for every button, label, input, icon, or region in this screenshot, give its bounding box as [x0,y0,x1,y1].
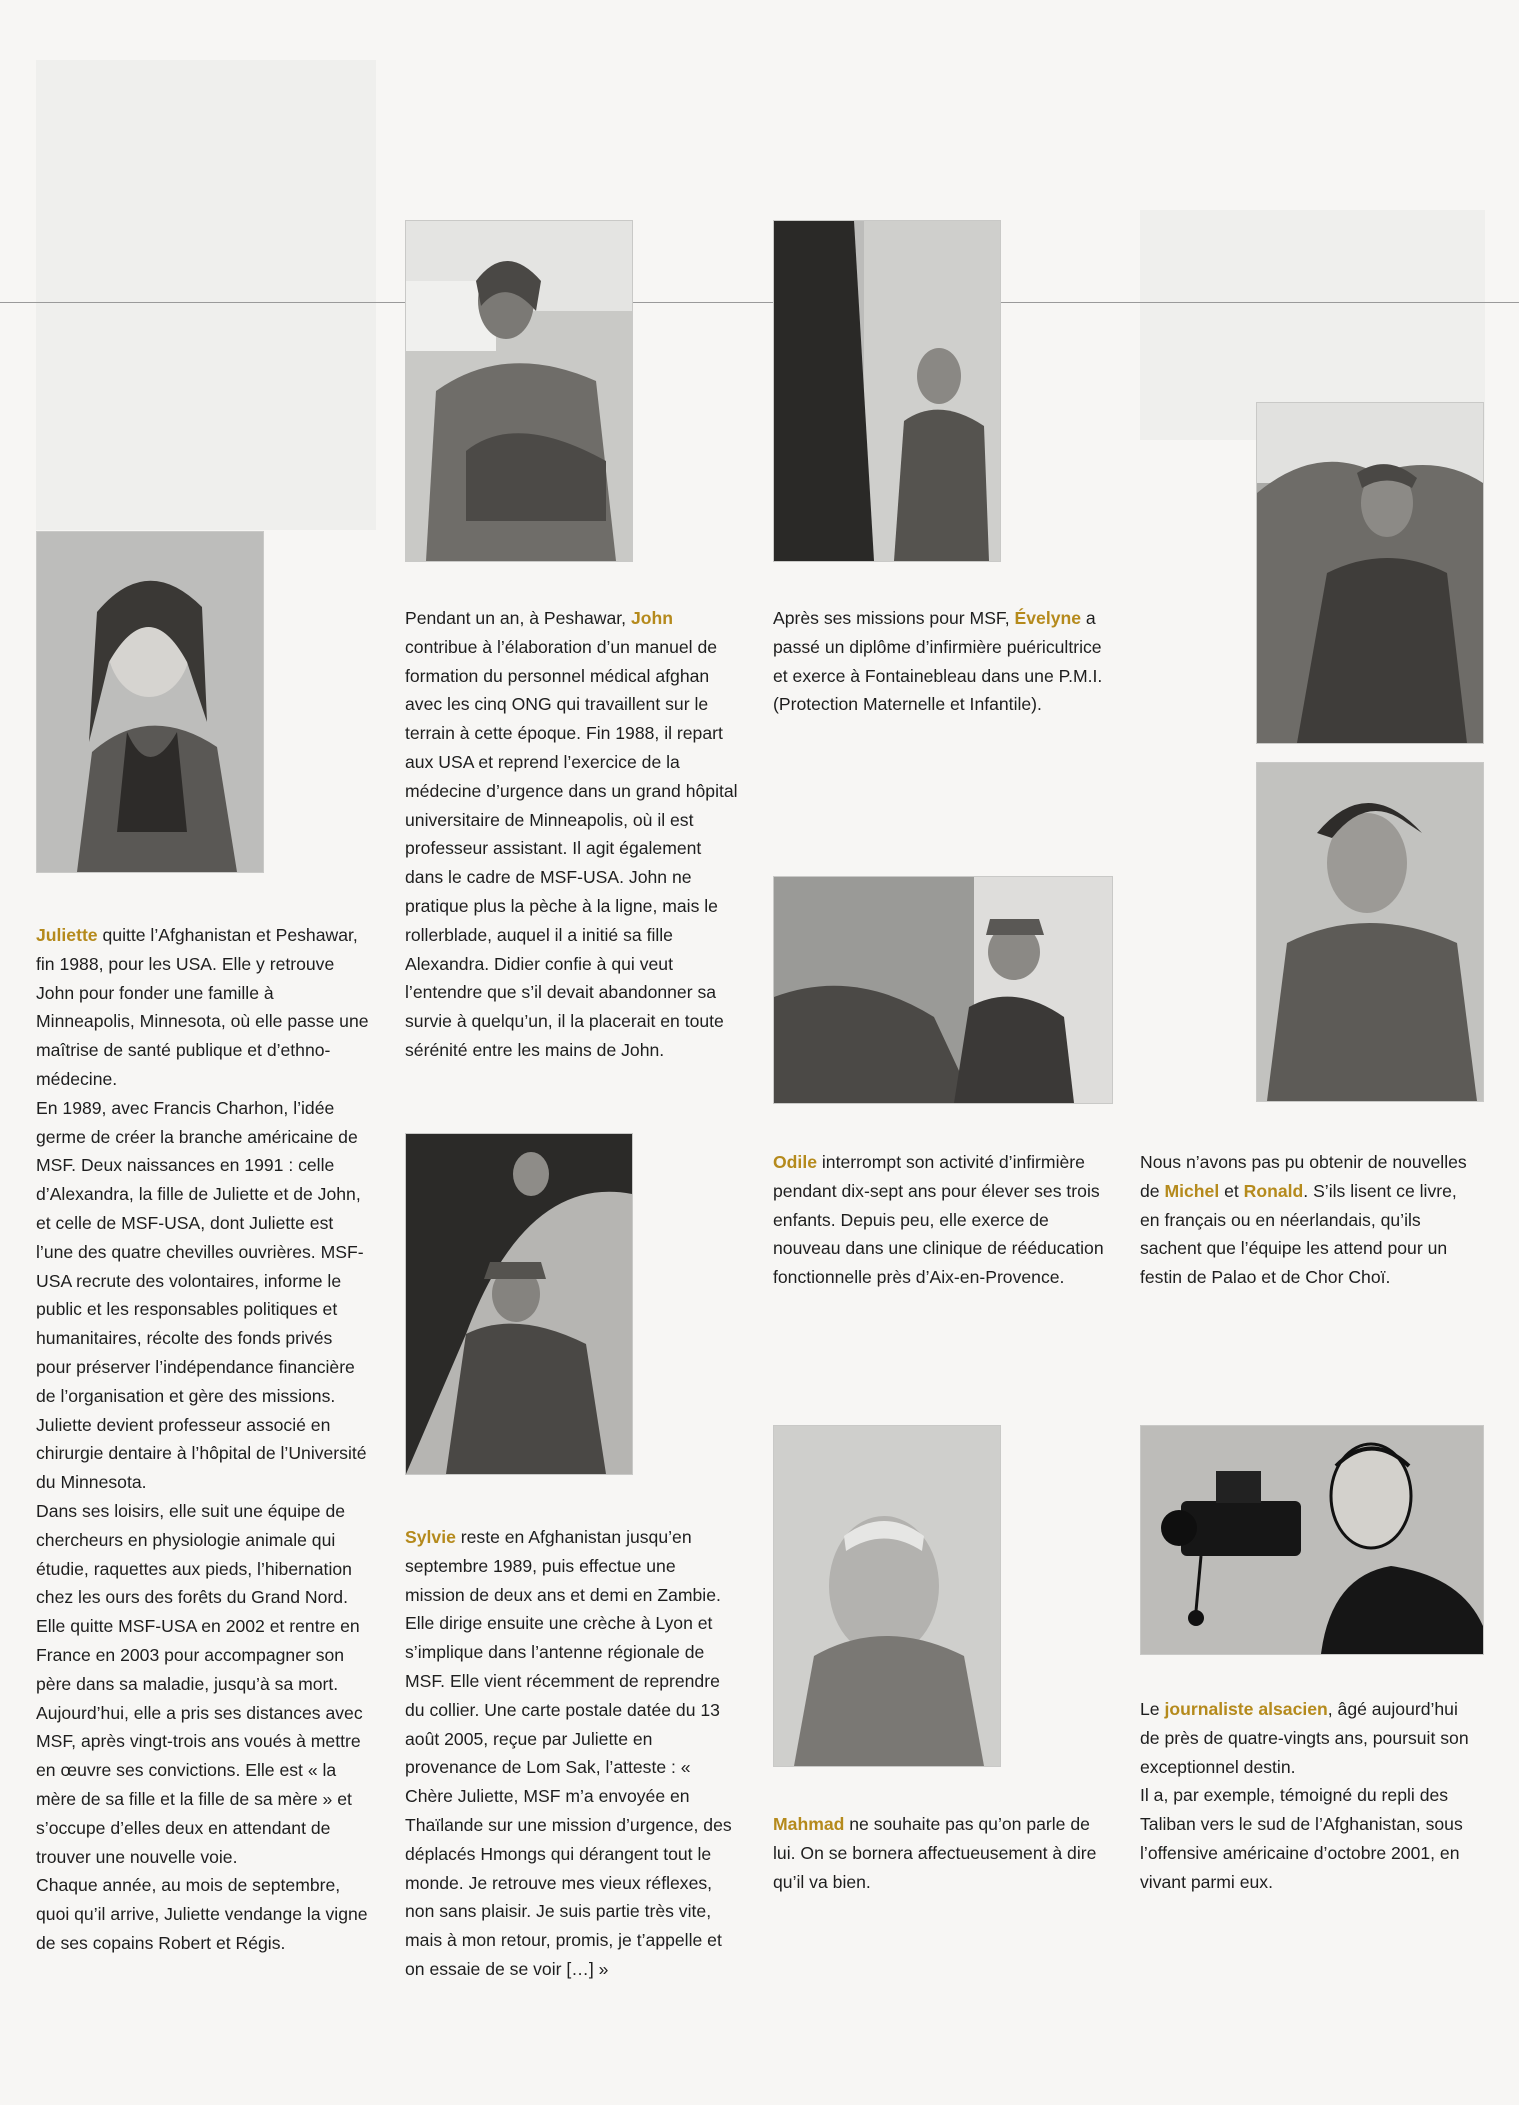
portrait-john-photo [405,220,633,562]
name-odile: Odile [773,1152,817,1172]
portrait-mahmad-photo [773,1425,1001,1767]
john-paragraph: Pendant un an, à Peshawar, John contribue à l’élaboration d’un manuel de formation du personnel médical afghan avec les cinq ONG qui travaillent sur le terrain à cette époque. Fin 1988, il repart aux USA et reprend l’exercice de la médecine d’urgence dans un grand hôpital universitaire de Minneapolis, où il est professeur assistant. Il agit également dans le cadre de MSF-USA. John ne pratique plus la pèche à la ligne, mais le rollerblade, auquel il a initié sa fille Alexandra. Didier confie à qui veut l’entendre que s’il devait abandonner sa survie à quelqu’un, il la placerait en toute sérénité entre les mains de John. [405,608,738,1060]
name-journaliste: journaliste alsacien [1164,1699,1328,1719]
name-sylvie: Sylvie [405,1527,456,1547]
juliette-paragraph: Juliette quitte l’Afghanistan et Peshawar, fin 1988, pour les USA. Elle y retrouve John pour fonder une famille à Minneapolis, Minnesota, où elle passe une maîtrise de santé publique et d’ethno-médecine. [36,925,369,1089]
journalist-camera-drawing [1140,1425,1484,1655]
mahmad-bio [773,1810,1108,1896]
portrait-juliette-photo [36,531,264,873]
juliette-paragraph: Dans ses loisirs, elle suit une équipe de chercheurs en physiologie animale qui étudie, raquettes aux pieds, l’hibernation chez les ours des forêts du Grand Nord. Elle quitte MSF-USA en 2002 et rentre en France en 2003 pour accompagner son père dans sa maladie, jusqu’à sa mort. Aujourd’hui, elle a pris ses distances avec MSF, après vingt-trois ans voués à mettre en œuvre ses convictions. Elle est « la mère de sa fille et la fille de sa mère » et s’occupe d’elles deux en attendant de trouver une nouvelle voie. [36,1500,363,1867]
evelyne-paragraph: Après ses missions pour MSF, Évelyne a passé un diplôme d’infirmière puéricultrice et exerce à Fontainebleau dans une P.M.I. (Protection Maternelle et Infantile). [773,608,1103,715]
name-ronald: Ronald [1243,1180,1304,1201]
portrait-michel-photo [1256,402,1484,744]
odile-paragraph: Odile interrompt son activité d’infirmière pendant dix-sept ans pour élever ses trois enfants. Depuis peu, elle exerce de nouveau dans une clinique de rééducation fonctionnelle près d’Aix-en-Provence. [773,1152,1104,1288]
name-juliette: Juliette [36,925,98,945]
sylvie-bio [405,1523,740,1984]
group-odile-photo [773,876,1113,1104]
sylvie-paragraph: Sylvie reste en Afghanistan jusqu’en septembre 1989, puis effectue une mission de deux ans et demi en Zambie. Elle dirige ensuite une crèche à Lyon et s’implique dans l’antenne régionale de MSF. Elle vient récemment de reprendre du collier. Une carte postale datée du 13 août 2005, reçue par Juliette en provenance de Lom Sak, l’atteste : « Chère Juliette, MSF m’a envoyée en Thaïlande sur une mission d’urgence, des déplacés Hmongs qui dérangent tout le monde. Je retrouve mes vieux réflexes, non sans plaisir. Je suis partie très vite, mais à mon retour, promis, je t’appelle et on essaie de se voir […] » [405,1527,732,1979]
john-bio [405,604,740,1065]
journaliste-paragraph: Le journaliste alsacien, âgé aujourd’hui de près de quatre-vingts ans, poursuit son exceptionnel destin. [1140,1699,1469,1777]
name-mahmad: Mahmad [773,1814,845,1834]
name-evelyne: Évelyne [1014,608,1082,628]
michel-ronald-note [1140,1148,1475,1292]
juliette-paragraph: Chaque année, au mois de septembre, quoi qu’il arrive, Juliette vendange la vigne de ses copains Robert et Régis. [36,1875,368,1953]
name-michel: Michel [1164,1180,1220,1201]
juliette-paragraph: En 1989, avec Francis Charhon, l’idée germe de créer la branche américaine de MSF. Deux naissances en 1991 : celle d’Alexandra, la fille de Juliette et de John, et celle de MSF-USA, dont Juliette est l’une des quatre chevilles ouvrières. MSF-USA recrute des volontaires, informe le public et les responsables politiques et humanitaires, récolte des fonds privés pour préserver l’indépendance financière de l’organisation et gère des missions. Juliette devient professeur associé en chirurgie dentaire à l’hôpital de l’Université du Minnesota. [36,1097,367,1493]
portrait-evelyne-photo [773,220,1001,562]
odile-bio [773,1148,1108,1292]
juliette-bio [36,921,371,1958]
michel-ronald-paragraph: Nous n’avons pas pu obtenir de nouvelles de Michel et Ronald. S’ils lisent ce livre, en français ou en néerlandais, qu’ils sachent que l’équipe les attend pour un festin de Palao et de Chor Choï. [1140,1152,1467,1288]
journaliste-paragraph: Il a, par exemple, témoigné du repli des Taliban vers le sud de l’Afghanistan, sous l’offensive américaine d’octobre 2001, en vivant parmi eux. [1140,1785,1463,1892]
evelyne-bio [773,604,1108,719]
ghost-background [36,60,376,530]
tent-sylvie-photo [405,1133,633,1475]
name-john: John [630,608,673,628]
journaliste-bio [1140,1695,1475,1897]
mahmad-paragraph: Mahmad ne souhaite pas qu’on parle de lui. On se bornera affectueusement à dire qu’il va bien. [773,1814,1097,1892]
horizontal-rule [0,302,1519,303]
portrait-ronald-photo [1256,762,1484,1102]
